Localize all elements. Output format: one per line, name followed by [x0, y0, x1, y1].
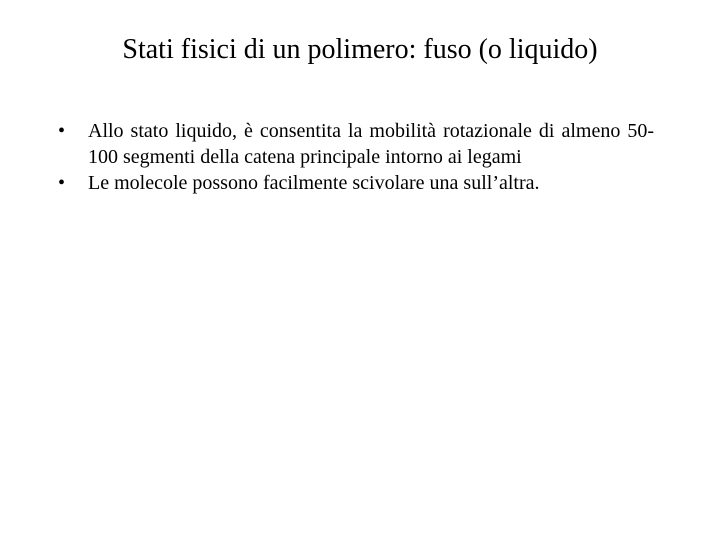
- bullet-item: [58, 170, 654, 196]
- bullet-text: Le molecole possono facilmente scivolare una sull’altra.: [88, 172, 540, 194]
- bullet-item: [58, 118, 654, 170]
- bullet-point-icon: •: [58, 172, 66, 194]
- bullet-list: [58, 118, 654, 196]
- slide-title: Stati fisici di un polimero: fuso (o liquido): [122, 34, 598, 65]
- bullet-point-icon: •: [58, 120, 66, 142]
- bullet-text: Allo stato liquido, è consentita la mobilità rotazionale di almeno 50-100 segmenti della catena principale intorno ai legami: [88, 120, 654, 168]
